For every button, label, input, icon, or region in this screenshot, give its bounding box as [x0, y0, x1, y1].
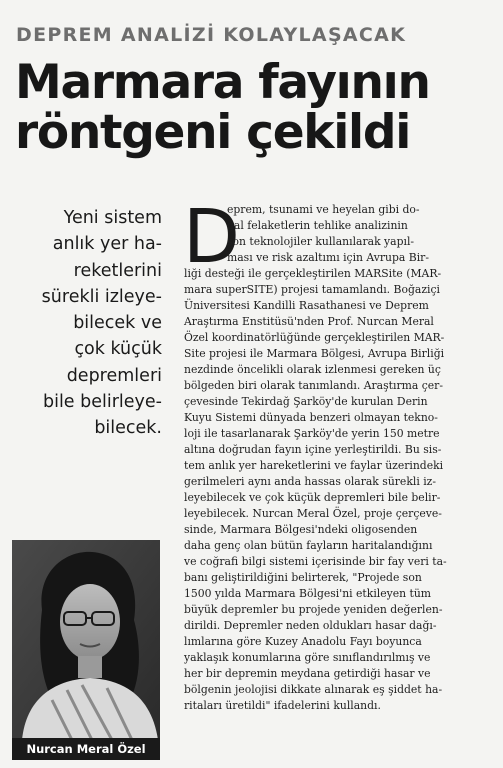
pull-quote-line: anlık yer ha- [52, 234, 162, 255]
article-line: Site projesi ile Marmara Bölgesi, Avrupa Birliği [184, 347, 445, 360]
pull-quote-line: reketlerini [73, 260, 162, 281]
article-line: mara superSITE) projesi tamamlandı. Boğaziçi [184, 283, 440, 296]
article-line: her bir depremin meydana getirdiği hasar ve [184, 667, 431, 680]
article-line: leyebilecek ve çok küçük depremleri bile belir- [184, 491, 441, 504]
article-line: bölgeden biri olarak tanımlandı. Araştırma çer- [184, 379, 443, 392]
article-line: çevesinde Tekirdağ Şarköy'de kurulan Derin [184, 395, 428, 408]
pull-quote-line: Yeni sistem [63, 208, 162, 228]
article-line: Özel koordinatörlüğünde gerçekleştirilen MAR- [184, 331, 445, 344]
article-line: altına doğrudan fayın içine yerleştirildi. Bu sis- [184, 443, 442, 456]
article-line: Araştırma Enstitüsü'nden Prof. Nurcan Meral [184, 315, 434, 328]
article-line: 1500 yılda Marmara Bölgesi'ni etkileyen tüm [184, 587, 432, 600]
kicker: DEPREM ANALİZİ KOLAYLAŞACAK [16, 24, 407, 46]
article-body [183, 194, 495, 714]
drop-cap: D [183, 194, 240, 280]
article-line: leyebilecek. Nurcan Meral Özel, proje çerçeve- [184, 507, 442, 520]
article-line: dirildi. Depremler neden oldukları hasar dağı- [184, 619, 437, 632]
article-line: liği desteği ile gerçekleştirilen MARSite (MAR- [184, 267, 442, 280]
headline [15, 55, 495, 160]
article-line: ritaları üretildi" ifadelerini kullandı. [184, 699, 381, 712]
pull-quote-line: çok küçük [74, 339, 162, 360]
article-line: loji ile tasarlanarak Şarköy'de yerin 150 metre [184, 427, 440, 440]
article-line: gerilmeleri aynı anda hassas olarak sürekli iz- [184, 475, 436, 488]
pull-quote-line: depremleri [66, 365, 162, 386]
pull-quote-line: bilecek. [94, 418, 162, 439]
article-line: Kuyu Sistemi dünyada benzeri olmayan tekno- [184, 411, 438, 424]
article-line: yaklaşık konumlarına göre sınıflandırılmış ve [184, 651, 431, 664]
article-line: banı geliştirildiğini belirterek, "Projede son [184, 571, 422, 584]
article-line: bölgenin jeolojisi dikkate alınarak eş şiddet ha- [184, 683, 443, 696]
pull-quote-line: sürekli izleye- [41, 286, 162, 307]
portrait-illustration [12, 540, 160, 740]
article-line: ğal felaketlerin tehlike analizinin [227, 219, 408, 232]
pull-quote-line: bile belirleye- [42, 392, 162, 413]
headline-line-2: röntgeni çekildi [15, 105, 411, 160]
photo-caption: Nurcan Meral Özel [12, 738, 160, 760]
portrait-photo [12, 540, 160, 740]
article-line: son teknolojiler kullanılarak yapıl- [227, 235, 415, 248]
pull-quote-line: bilecek ve [73, 313, 162, 334]
article-line: sinde, Marmara Bölgesi'ndeki oligosenden [184, 523, 418, 536]
article-line: Üniversitesi Kandilli Rasathanesi ve Deprem [184, 299, 429, 312]
article-line: eprem, tsunami ve heyelan gibi do- [227, 203, 420, 216]
headline-line-1: Marmara fayının [15, 55, 430, 110]
article-line: büyük depremler bu projede yeniden değerlen- [184, 603, 443, 616]
article-line: tem anlık yer hareketlerini ve faylar üzerindeki [184, 459, 444, 472]
article-line: nezdinde öncelikli olarak izlenmesi gereken üç [184, 363, 441, 376]
article-line: daha genç olan bütün fayların haritalandığını [184, 539, 433, 552]
article-line: ması ve risk azaltımı için Avrupa Bir- [227, 251, 429, 264]
article-line: ve coğrafi bilgi sistemi içerisinde bir fay veri ta- [184, 555, 447, 568]
article-line: lımlarına göre Kuzey Anadolu Fayı boyunca [184, 635, 422, 648]
pull-quote [12, 205, 162, 442]
